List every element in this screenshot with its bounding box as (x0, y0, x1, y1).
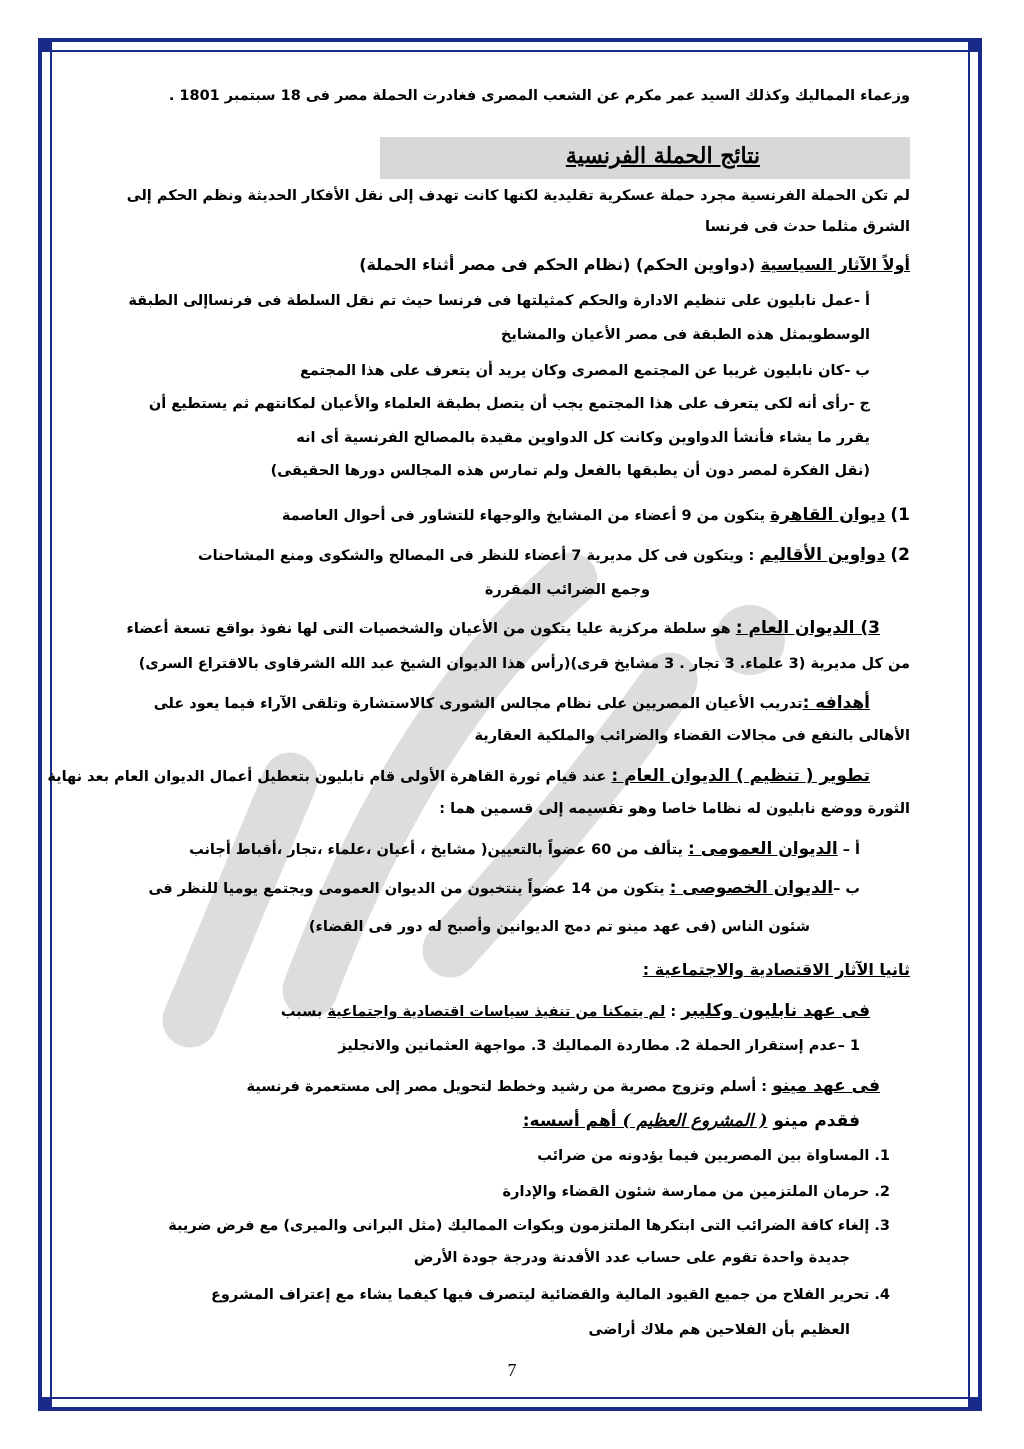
list-item: 3. إلغاء كافة الضرائب التى ابتكرها الملتزمون وبكوات المماليك (مثل البرانى والميرى) مع فرض ضريبة (168, 1218, 890, 1234)
development-text-cont: الثورة ووضع نابليون له نظاما خاصا وهو تقسيمه إلى قسمين هما : (439, 801, 910, 817)
diwan-name: الديوان الخصوصى : (669, 878, 834, 898)
list-item: ج -رأى أنه لكى يتعرف على هذا المجتمع يجب أن يتصل بطبقة العلماء والأعيان لمكانتهم ثم يستطيع أن (148, 396, 870, 412)
page-title: نتائج الحملة الفرنسية (565, 143, 760, 169)
development-text: عند قيام ثورة القاهرة الأولى قام نابليون بتعطيل أعمال الديوان العام بعد نهاية (47, 769, 612, 785)
list-item: ب -كان نابليون غريبا عن المجتمع المصرى وكان يريد أن يتعرف على هذا المجتمع (300, 363, 870, 379)
section-heading-text: (دواوين الحكم) (نظام الحكم فى مصر أثناء الحملة) (359, 255, 761, 274)
development (47, 762, 870, 792)
era-text: لم يتمكنا من تنفيذ سياسات اقتصادية واجتماعية (327, 1004, 666, 1020)
list-item: 2. حرمان الملتزمين من ممارسة شئون القضاء والإدارة (502, 1184, 890, 1200)
grand-project (523, 1107, 860, 1136)
diwan-private (148, 874, 860, 904)
diwan-text-cont: من كل مديرية (3 علماء. 3 تجار . 3 مشايخ قرى)(رأس هذا الديوان الشيخ عبد الله الشرقاوى بالاقتراع السرى) (138, 656, 910, 672)
page-number: 7 (507, 1360, 517, 1380)
diwan-text-cont: وجمع الضرائب المقررة (484, 582, 650, 598)
list-item: 4. تحرير الفلاح من جميع القيود المالية والقضائية ليتصرف فيها كيفما يشاء مع إعتراف المشروع (211, 1287, 890, 1303)
project-name: ( المشروع العظيم ) (622, 1111, 768, 1131)
list-item: أ -عمل نابليون على تنظيم الادارة والحكم كمثيلتها فى فرنسا حيث تم نقل السلطة فى فرنساإلى الطبقة (128, 293, 870, 309)
project-text: فقدم مينو (767, 1111, 860, 1131)
intro-para-line: لم تكن الحملة الفرنسية مجرد حملة عسكرية تقليدية لكنها كانت تهدف إلى نقل الأفكار الحديثة ونظم الحكم إلى (126, 188, 910, 204)
list-item: يقرر ما يشاء فأنشأ الدواوين وكانت كل الدواوين مقيدة بالمصالح الفرنسية أى انه (296, 430, 870, 446)
corner-ornament (38, 1397, 52, 1411)
diwan-general (126, 614, 880, 644)
diwan-name: 3) الديوان العام : (735, 618, 880, 638)
list-item: 1. المساواة بين المصريين فيما يؤدونه من ضرائب (537, 1148, 890, 1164)
diwan-text: يتكون من 9 أعضاء من المشايخ والوجهاء للتشاور فى أحوال العاصمة (281, 508, 771, 524)
section-heading-label: أولاً الآثار السياسية (760, 255, 910, 274)
diwan-text: يتكون من 14 عضواً ينتخبون من الديوان العمومى ويجتمع يوميا للنظر فى (148, 881, 670, 897)
diwan-name: الديوان العمومى : (688, 839, 838, 859)
diwan-text: يتألف من 60 عضواً بالتعيين( مشايخ ، أعيان ،علماء ،تجار ،أقباط أجانب (189, 842, 689, 858)
goals-text-cont: الأهالى بالنفع فى مجالات القضاء والضرائب والملكية العقارية (474, 728, 910, 744)
list-item: الوسطويمثل هذه الطبقة فى مصر الأعيان والمشايخ (500, 327, 870, 343)
separator: : (665, 1004, 682, 1020)
reasons-list: 1 –عدم إستقرار الحملة 2. مطاردة المماليك 3. مواجهة العثمانين والانجليز (338, 1038, 860, 1054)
menou-era (246, 1072, 880, 1102)
section-heading-economic: ثانيا الآثار الاقتصادية والاجتماعية : (642, 960, 910, 979)
diwan-provinces (198, 541, 910, 571)
diwan-public (189, 835, 860, 865)
list-item-cont: جديدة واحدة تقوم على حساب عدد الأفدنة ودرجة جودة الأرض (413, 1250, 850, 1266)
intro-para-line: الشرق مثلما حدث فى فرنسا (704, 219, 910, 235)
goals (154, 689, 870, 719)
era-label: فى عهد نابليون وكليبر (681, 1001, 870, 1021)
intro-line: وزعماء المماليك وكذلك السيد عمر مكرم عن الشعب المصرى فغادرت الحملة مصر فى 18 سبتمبر 1801 . (168, 88, 910, 104)
item-number: 1) (890, 505, 910, 525)
era-text: : أسلم وتزوج مصرية من رشيد وخطط لتحويل مصر إلى مستعمرة فرنسية (246, 1079, 773, 1095)
goals-label: أهدافه : (802, 693, 870, 713)
corner-ornament (38, 38, 52, 52)
diwan-text: هو سلطة مركزية عليا يتكون من الأعيان والشخصيات التى لها نفوذ بواقع تسعة أعضاء (126, 621, 736, 637)
item-prefix: أ – (837, 842, 860, 858)
diwan-cairo (282, 501, 910, 531)
era-text: بسبب (280, 1004, 328, 1020)
corner-ornament (968, 38, 982, 52)
list-item: (نقل الفكرة لمصر دون أن يطبقها بالفعل ولم تمارس هذه المجالس دورها الحقيقى) (270, 463, 870, 479)
list-item-cont: العظيم بأن الفلاحين هم ملاك أراضى (588, 1322, 850, 1338)
section-heading-political (359, 250, 910, 279)
item-number: 2) (890, 545, 910, 565)
diwan-text: : ويتكون فى كل مديرية 7 أعضاء للنظر فى المصالح والشكوى ومنع المشاحنات (198, 548, 760, 564)
diwan-name: دواوين الأقاليم (759, 545, 886, 565)
diwan-text-cont: شئون الناس (فى عهد مينو تم دمج الديوانين وأصبح له دور فى القضاء) (308, 919, 810, 935)
era-label: فى عهد مينو (772, 1076, 880, 1096)
development-label: تطوير ( تنظيم ) الديوان العام : (611, 766, 870, 786)
project-text: أهم أسسه: (522, 1111, 623, 1131)
item-prefix: ب – (833, 881, 860, 897)
diwan-name: ديوان القاهرة (770, 505, 886, 525)
goals-text: تدريب الأعيان المصريين على نظام مجالس الشورى كالاستشارة وتلقى الآراء فيما يعود على (153, 696, 803, 712)
corner-ornament (968, 1397, 982, 1411)
napoleon-era (281, 997, 870, 1027)
